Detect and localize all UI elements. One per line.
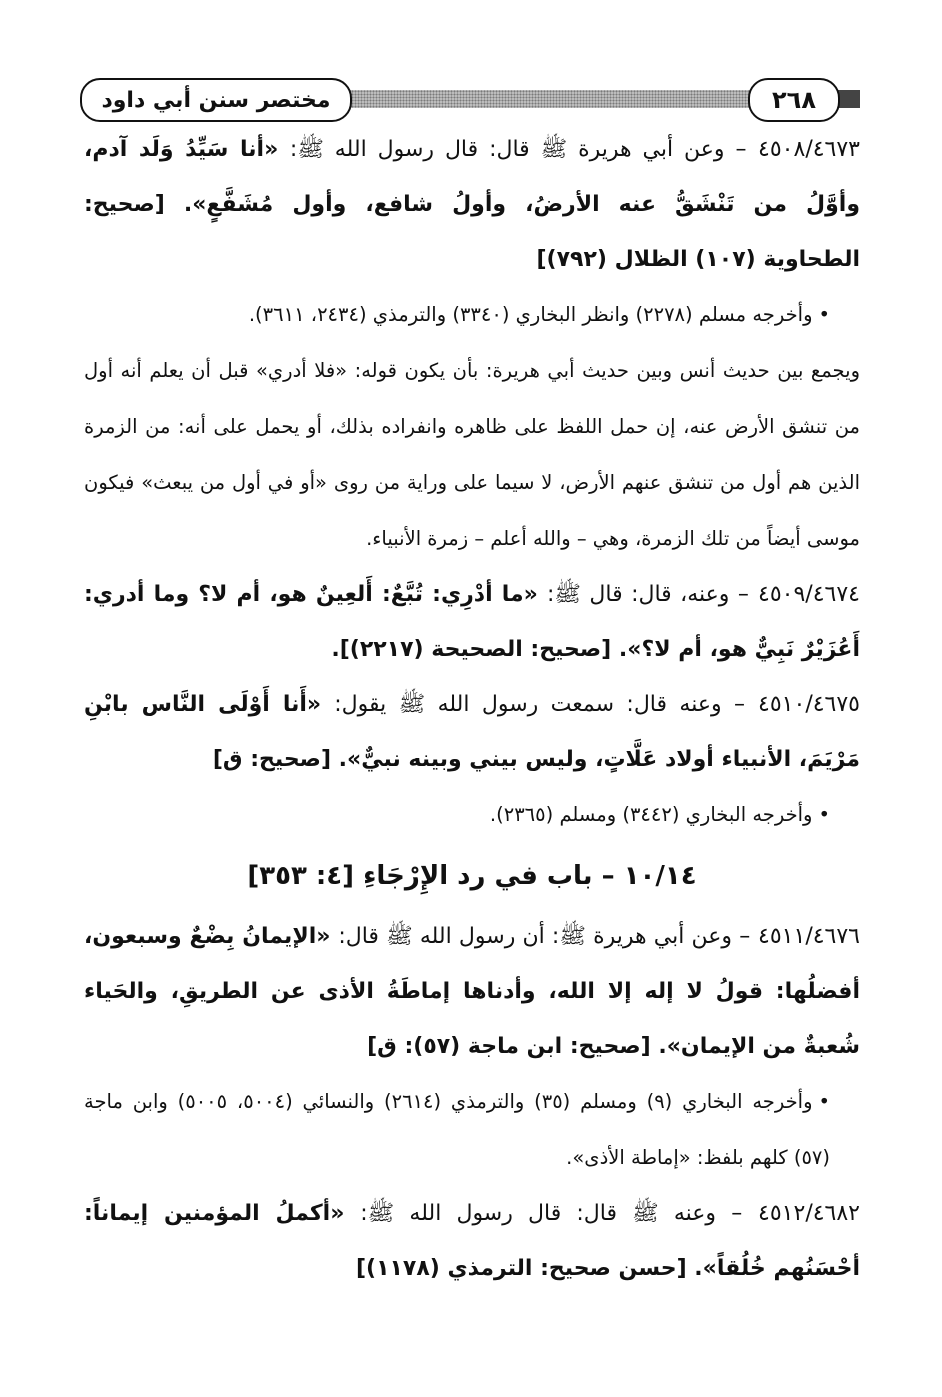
bullet-icon: • xyxy=(818,1090,830,1113)
hadith-entry xyxy=(84,909,860,1074)
chapter-heading: ١٠/١٤ – باب في رد الإِرْجَاءِ [٤: ٣٥٣] xyxy=(247,861,697,891)
hadith-intro: – وعنه ﷺ قال: قال رسول الله ﷺ: xyxy=(360,1201,743,1226)
hadith-text: «ما أدْرِي: تُبَّعٌ: أَلعِينٌ هو، أم لا؟ وما أدري: أَعُزَيْرٌ نَبِيٌّ هو، أم لا؟». [صحيح: الصحيحة (٢٢١٧)]. xyxy=(84,582,860,662)
hadith-number: ٤٥١٢/٤٦٨٢ xyxy=(758,1201,860,1226)
commentary-paragraph xyxy=(84,343,860,567)
hadith-text: «أنا سَيِّدُ وَلَد آدم، وأوَّلُ من تَنْشَقُّ عنه الأرضُ، وأولُ شافع، وأول مُشَفَّعٍ». [صحيح: الطحاوية (١٠٧) الظلال (٧٩٢)] xyxy=(84,137,860,272)
takhrij-text: وأخرجه مسلم (٢٢٧٨) وانظر البخاري (٣٣٤٠) والترمذي (٢٤٣٤، ٣٦١١). xyxy=(248,303,813,326)
hadith-entry xyxy=(84,677,860,787)
hadith-number: ٤٥٠٨/٤٦٧٣ xyxy=(758,137,860,162)
bullet-icon: • xyxy=(818,803,830,826)
hadith-intro: – وعن أبي هريرة ﷺ قال: قال رسول الله ﷺ: xyxy=(289,137,747,162)
hadith-intro: – وعن أبي هريرة ﷺ: أن رسول الله ﷺ قال: xyxy=(338,924,751,949)
hadith-number: ٤٥١٠/٤٦٧٥ xyxy=(758,692,860,717)
takhrij-text: وأخرجه البخاري (٩) ومسلم (٣٥) والترمذي (٢٦١٤) والنسائي (٥٠٠٤، ٥٠٠٥) وابن ماجة (٥٧) كلهم بلفظ: «إماطة الأذى». xyxy=(84,1090,830,1169)
hadith-entry xyxy=(84,567,860,677)
hadith-text: «أكملُ المؤمنين إيماناً: أحْسَنُهم خُلُقاً». [حسن صحيح: الترمذي (١١٧٨)] xyxy=(84,1201,860,1281)
hadith-entry xyxy=(84,1186,860,1296)
hadith-intro: – وعنه قال: سمعت رسول الله ﷺ يقول: xyxy=(334,692,745,717)
hadith-number: ٤٥٠٩/٤٦٧٤ xyxy=(758,582,860,607)
hadith-text: «أَنا أَوْلَى النَّاس بابْنِ مَرْيَمَ، الأنبياء أولاد عَلَّاتٍ، وليس بيني وبينه نبيٌّ». [صحيح: ق] xyxy=(84,692,860,772)
takhrij-text: وأخرجه البخاري (٣٤٤٢) ومسلم (٢٣٦٥). xyxy=(489,803,813,826)
book-title: مختصر سنن أبي داود xyxy=(80,78,352,122)
takhrij-note xyxy=(84,287,860,343)
hadith-number: ٤٥١١/٤٦٧٦ xyxy=(758,924,860,949)
hadith-text: «الإيمانُ بِضْعٌ وسبعون، أفضلُها: قولُ لا إله إلا الله، وأدناها إماطَةُ الأذى عن الطريقِ، والحَياء شُعبةٌ من الإيمان». [صحيح: ابن ماجة (٥٧): ق] xyxy=(84,924,860,1059)
page-content xyxy=(84,122,860,1296)
hadith-entry xyxy=(84,122,860,287)
page-number: ٢٦٨ xyxy=(748,78,840,122)
page-header xyxy=(80,76,860,122)
commentary-text: ويجمع بين حديث أنس وبين حديث أبي هريرة: بأن يكون قوله: «فلا أدري» قبل أن يعلم أنه أول من تنشق الأرض عنه، إن حمل اللفظ على ظاهره وانفراده بذلك، أو يحمل على أنه: من الزمرة الذين هم أول من تنشق عنهم الأرض، لا سيما على وراية من روى «أو في أول من يبعث» فيكون موسى أيضاً من تلك الزمرة، وهي – والله أعلم – زمرة الأنبياء. xyxy=(84,359,860,550)
takhrij-note xyxy=(84,787,860,843)
hadith-intro: – وعنه، قال: قال ﷺ: xyxy=(546,582,749,607)
bullet-icon: • xyxy=(818,303,830,326)
takhrij-note xyxy=(84,1074,860,1186)
